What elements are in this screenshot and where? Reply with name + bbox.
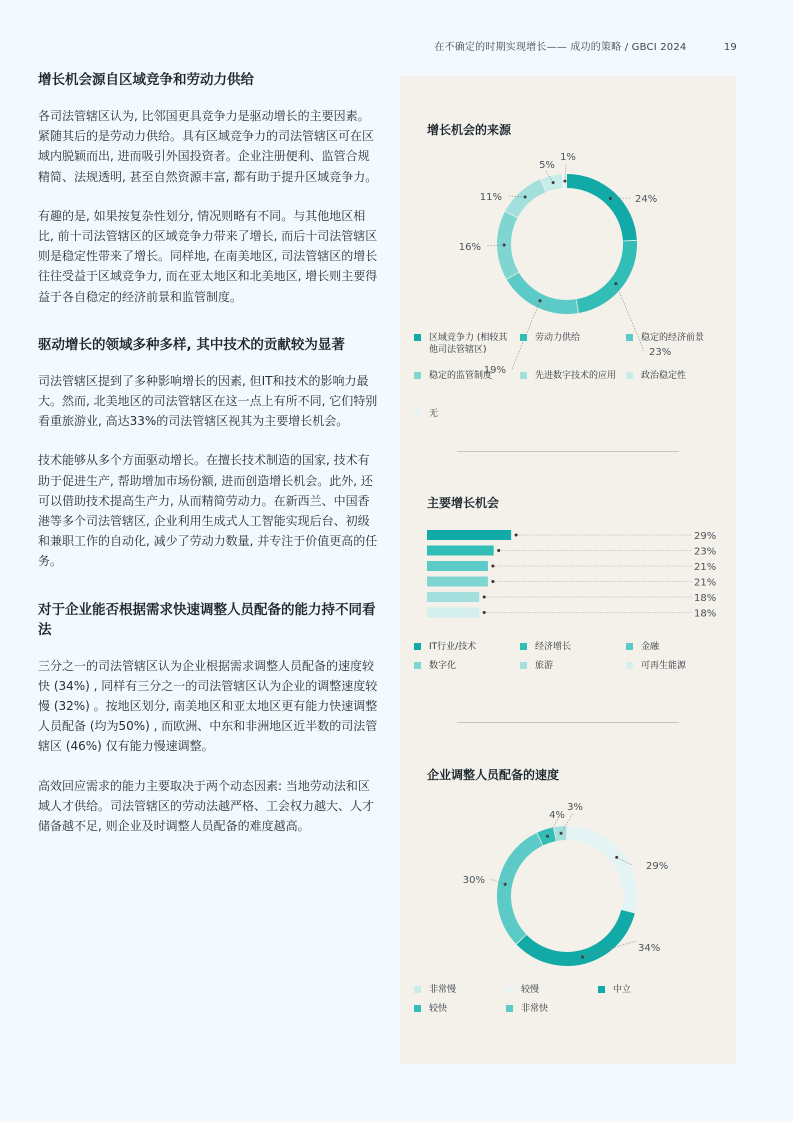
legend-item [414, 984, 496, 996]
legend-item [414, 332, 510, 356]
paragraph: 高效回应需求的能力主要取决于两个动态因素: 当地劳动法和区域人才供给。司法管辖区的劳动法越严格、工会权力越大、人才储备越不足, 则企业及时调整人员配备的难度越高。 [38, 778, 375, 834]
slice-value-label: 1% [560, 152, 576, 163]
legend-item [414, 370, 510, 382]
bar-marker [483, 611, 486, 614]
legend-item [626, 370, 722, 382]
legend-swatch [506, 1005, 513, 1012]
donut-slice [567, 826, 637, 913]
legend-item [414, 408, 510, 420]
legend-item [626, 332, 722, 344]
donut-slice [517, 910, 635, 966]
slice-marker [560, 832, 563, 835]
donut-chart-staffing [400, 791, 736, 991]
legend-swatch [520, 372, 527, 379]
bar [427, 608, 479, 618]
donut-slice [507, 273, 578, 314]
section-heading-2: 驱动增长的领域多种多样, 其中技术的贡献较为显著 [38, 336, 345, 353]
legend-item [626, 641, 722, 653]
bar [427, 561, 488, 571]
page-number: 19 [723, 42, 737, 53]
legend-label: 无 [429, 409, 439, 419]
legend-item [520, 660, 616, 672]
legend-opportunities [414, 641, 724, 681]
legend-swatch [414, 410, 421, 417]
bar-marker [491, 565, 494, 568]
paragraph: 司法管辖区提到了多种影响增长的因素, 但IT和技术的影响力最大。然而, 北美地区的司法管辖区在这一点上有所不同, 它们特别看重旅游业, 高达33%的司法管辖区视其为主要增长机会。 [38, 373, 378, 429]
legend-item [520, 332, 616, 344]
legend-item [626, 660, 722, 672]
legend-label: 可再生能源 [641, 661, 687, 671]
bar [427, 546, 494, 556]
legend-item [598, 984, 680, 996]
bar-value-label: 21% [694, 562, 717, 573]
legend-swatch [626, 662, 633, 669]
paragraph: 三分之一的司法管辖区认为企业根据需求调整人员配备的速度较快 (34%) , 同样有三分之一的司法管辖区认为企业的调整速度较慢 (32%) 。按地区划分, 南美地区和亚太地区更有能力快速调整人员配备 (均为50%) , 而欧洲、中东和非洲地区近半数的司法管辖区 (46%) 仅有能力慢速调整。 [38, 658, 378, 754]
legend-label: 非常快 [521, 1004, 549, 1014]
donut-slice [567, 174, 637, 241]
donut-slice [497, 833, 543, 944]
legend-swatch [520, 643, 527, 650]
legend-label: 稳定的经济前景 [641, 333, 705, 343]
paragraph: 各司法管辖区认为, 比邻国更具竞争力是驱动增长的主要因素。紧随其后的是劳动力供给。具有区域竞争力的司法管辖区可在区域内脱颖而出, 进而吸引外国投资者。企业注册便利、监管合规精简、法规透明, 甚至自然资源丰富, 都有助于提升区域竞争力。 [38, 109, 378, 184]
slice-value-label: 16% [458, 242, 481, 253]
section-heading-1: 增长机会源自区域竞争和劳动力供给 [38, 72, 254, 88]
legend-label: 金融 [641, 642, 660, 652]
legend-label: 非常慢 [429, 985, 457, 995]
legend-sources [414, 332, 724, 419]
chart-title-sources: 增长机会的来源 [427, 123, 512, 137]
legend-swatch [414, 662, 421, 669]
legend-swatch [520, 662, 527, 669]
slice-value-label: 24% [635, 194, 658, 205]
paragraph: 有趣的是, 如果按复杂性划分, 情况则略有不同。与其他地区相比, 前十司法管辖区的区域竞争力带来了增长, 而后十司法管辖区则是稳定性带来了增长。同样地, 在南美地区, 司法管辖区的增长往往受益于区域竞争力, 而在亚太地区和北美地区, 增长则主要得益于各自稳定的经济前景和监管制度。 [38, 208, 378, 304]
slice-marker [614, 282, 617, 285]
legend-item [506, 1003, 588, 1015]
paragraph: 技术能够从多个方面驱动增长。在擅长技术制造的国家, 技术有助于促进生产, 帮助增加市场份额, 进而创造增长机会。此外, 还可以借助技术提高生产力, 从而精简劳动力。在新西兰、中国香港等多个司法管辖区, 企业利用生成式人工智能实现后台、初级和兼职工作的自动化, 减少了劳动力数量, 并专注于价值更高的任务。 [38, 453, 378, 569]
section-heading-3: 对于企业能否根据需求快速调整人员配备的能力持不同看法 [38, 601, 376, 638]
legend-item [414, 641, 510, 653]
slice-value-label: 23% [649, 347, 672, 358]
main-text [38, 70, 378, 855]
legend-label: 旅游 [535, 661, 554, 671]
bar-marker [491, 580, 494, 583]
legend-swatch [598, 986, 605, 993]
legend-item [520, 641, 616, 653]
bar-marker [497, 549, 500, 552]
slice-value-label: 5% [539, 160, 555, 171]
legend-item [506, 984, 588, 996]
bar-marker [515, 534, 518, 537]
donut-slice [577, 241, 637, 313]
legend-label: 区域竞争力 (相较其他司法管辖区) [429, 333, 508, 355]
slice-value-label: 30% [462, 875, 485, 886]
chart-title-opportunities: 主要增长机会 [427, 496, 500, 510]
page-header [434, 38, 737, 53]
legend-label: IT行业/技术 [429, 642, 477, 652]
legend-label: 数字化 [429, 661, 457, 671]
charts-panel [400, 76, 736, 1064]
bar-value-label: 21% [694, 577, 717, 589]
legend-label: 经济增长 [535, 642, 572, 652]
slice-value-label: 3% [567, 802, 583, 813]
legend-swatch [414, 1005, 421, 1012]
divider [457, 722, 679, 723]
legend-swatch [414, 643, 421, 650]
legend-swatch [520, 334, 527, 341]
bar-value-label: 23% [694, 546, 717, 558]
slice-value-label: 29% [646, 861, 669, 872]
bar-chart-opportunities [400, 524, 736, 624]
slice-value-label: 11% [479, 192, 502, 203]
legend-item [520, 370, 616, 382]
legend-staffing [414, 984, 724, 1024]
chart-title-staffing: 企业调整人员配备的速度 [427, 768, 560, 782]
legend-swatch [626, 372, 633, 379]
bar-value-label: 18% [694, 593, 717, 604]
slice-value-label: 4% [549, 810, 565, 821]
bar-value-label: 18% [694, 608, 717, 620]
bar [427, 592, 479, 602]
legend-swatch [414, 986, 421, 993]
legend-swatch [414, 334, 421, 341]
divider [457, 451, 679, 452]
legend-label: 政治稳定性 [641, 371, 687, 381]
legend-label: 较慢 [521, 985, 540, 995]
slice-value-label: 19% [483, 365, 506, 376]
running-title: 在不确定的时期实现增长—— 成功的策略 / GBCI 2024 [434, 42, 687, 53]
legend-swatch [626, 334, 633, 341]
legend-swatch [626, 643, 633, 650]
legend-label: 较快 [429, 1004, 448, 1014]
legend-label: 中立 [613, 985, 632, 995]
bar [427, 530, 511, 540]
bar [427, 577, 488, 587]
legend-label: 劳动力供给 [535, 333, 581, 343]
slice-value-label: 34% [638, 943, 661, 954]
bar-marker [483, 596, 486, 599]
legend-swatch [506, 986, 513, 993]
legend-swatch [414, 372, 421, 379]
legend-label: 先进数字技术的应用 [535, 371, 617, 381]
bar-value-label: 29% [694, 531, 717, 542]
legend-label: 稳定的监管制度 [429, 371, 493, 381]
legend-item [414, 660, 510, 672]
slice-marker [546, 835, 549, 838]
legend-item [414, 1003, 496, 1015]
